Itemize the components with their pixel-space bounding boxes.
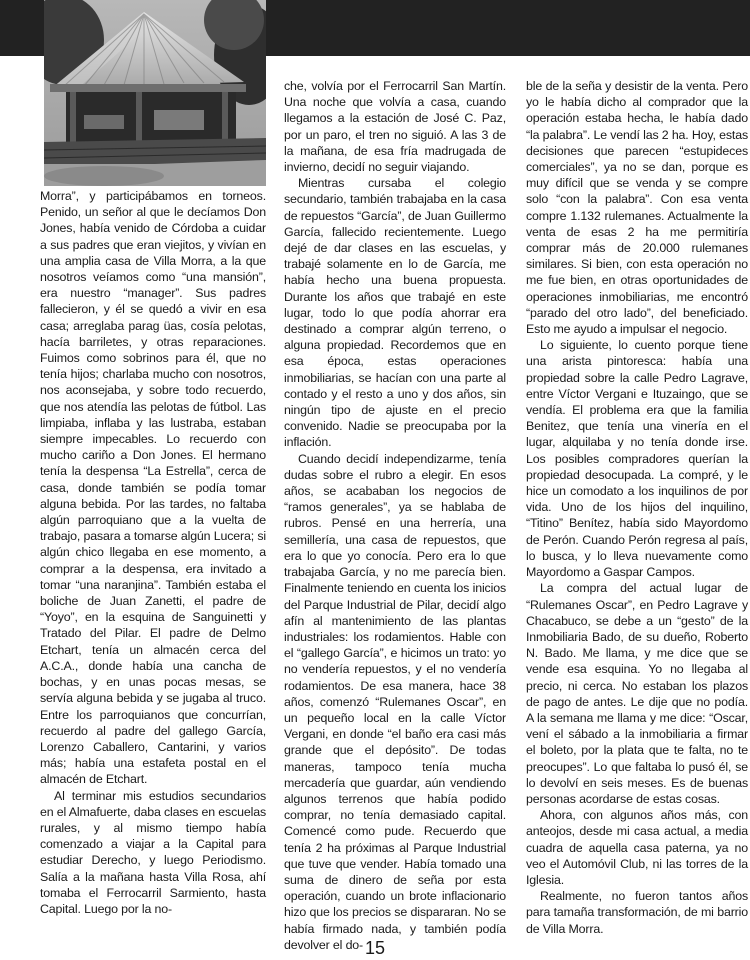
text-column-1 — [40, 188, 266, 917]
paragraph: che, volvía por el Ferrocarril San Martín. Una noche que volvía a casa, cuando llegamos a la estación de José C. Paz, por un paro, el tren no siguió. A las 3 de la mañana, de esa fría madrugada de invierno, decidí no seguir viajando. — [284, 79, 506, 175]
paragraph: Ahora, con algunos años más, con anteojos, desde mi casa actual, a media cuadra de aquella casa paterna, ya no veo el Automóvil Club, ni las torres de la Iglesia. — [526, 808, 748, 887]
paragraph: Realmente, no fueron tantos años para tamaña transformación, de mi barrio de Villa Morra. — [526, 889, 748, 936]
paragraph: Mientras cursaba el colegio secundario, también trabajaba en la casa de repuestos “García”, de Juan Guillermo García, fallecido recientemente. Luego dejé de dar clases en las escuelas, y trabajé solamente en lo de García, me había hecho una buena propuesta. Durante los años que trabajé en este lugar, todo lo que podía ahorrar era destinado a comprar algún terreno, o alguna propiedad. Recordemos que en esa época, estas operaciones inmobiliarias, se hacían con una parte al contado y el resto a uno y dos años, sin ningún tipo de ajuste en el precio convenido. Nadie se preocupaba por la inflación. — [284, 176, 506, 450]
paragraph: Lo siguiente, lo cuento porque tiene una arista pintoresca: había una propiedad sobre la calle Pedro Lagrave, entre Víctor Vergani e Ituzaingo, que se vendía. El problema era que la familia Benitez, que tenía una vinería en el lugar, alquilaba y no tenía donde irse. Los posibles compradores querían la propiedad desocupada. La compré, y le hice un comodato a los inquilinos de por vida. Uno de los hijos del inquilino, “Titino” Benítez, había sido Mayordomo de Perón. Cuando Perón regresa al país, lo busca, y lo lleva nuevamente como Mayordomo a Gaspar Campos. — [526, 338, 748, 580]
page-number: 15 — [364, 938, 386, 958]
paragraph: Cuando decidí independizarme, tenía dudas sobre el rubro a elegir. En esos años, se acababan los negocios de “ramos generales”, ya se hablaba de rubros. Pensé en una herrería, una semillería, una casa de repuestos, que era lo que yo conocía. Pero era lo que trabajaba García, y no me parecía bien. Finalmente teniendo en cuenta los inicios del Parque Industrial de Pilar, decidí algo afín al mantenimiento de las plantas industriales: los rodamientos. Hable con el “gallego García”, e hicimos un trato: yo no vendería repuestos, y el no vendería rodamientos. De esa manera, hace 38 años, comenzó “Rulemanes Oscar”, en un pequeño local en la calle Víctor Vergani, en donde “el baño era casi más grande que el depósito”. De todas maneras, tampoco tenía mucha mercadería que guardar, aún vendiendo algunos terrenos que había podido comprar, no tenía demasiado capital. Comencé como pude. Recuerdo que tenía 2 ha próximas al Parque Industrial que tuve que vender. Había tomado una suma de dinero de seña por esta operación, cuando un brote inflacionario hizo que los precios se dispararan. No se había firmado nada, y también podía devolver el do- — [284, 451, 506, 952]
text-column-2 — [284, 78, 506, 953]
paragraph: ble de la seña y desistir de la venta. Pero yo le había dicho al comprador que la operación estaba hecha, le había dado “la palabra”. Le vendí las 2 ha. Hoy, estas decisiones que parecen “estupideces comerciales”, ya no se dan, porque es muy difícil que se venda y se compre solo “con la palabra”. Con esa venta compre 1.132 rulemanes. Actualmente la venta de esas 2 ha me permitiría comprar más de 20.000 rulemanes similares. Si bien, con esta operación no me fue bien, en otras oportunidades de operaciones inmobiliarias, me encontró “parado del otro lado”, del beneficiado. Esto me ayudo a impulsar el negocio. — [526, 79, 748, 337]
paragraph: La compra del actual lugar de “Rulemanes Oscar”, en Pedro Lagrave y Chacabuco, se debe a un “gesto” de la Inmobiliaria Bado, de su dueño, Roberto N. Bado. Me llama, y me dice que se vende esa esquina. Yo no llegaba al precio, ni cerca. No estaban los plazos de pago de antes. Le dije que no podía. A la semana me llama y me dice: “Oscar, vení el sábado a la inmobiliaria a firmar el boleto, por la plata que te falta, no te preocupes”. Lo que faltaba lo pusó él, se lo devolví en seis meses. Es de buenas personas acordarse de estas cosas. — [526, 581, 748, 806]
text-column-3 — [526, 78, 748, 937]
paragraph: Morra”, y participábamos en torneos. Penido, un señor al que le decíamos Don Jones, había venido de Córdoba a cuidar a sus padres que eran viejitos, y vivían en una amplia casa de Villa Morra, a la que nosotros veíamos como “una mansión”, era nuestro “manager”. Sus padres fallecieron, y él se quedó a vivir en esa casa; arreglaba parag üas, cosía pelotas, hacía barriletes, y otras reparaciones. Fuimos como sobrinos para él, que no tenía hijos; charlaba mucho con nosotros, nos aconsejaba, y sobre todo recuerdo, que nos atendía las pelotas de fútbol. Las limpiaba, inflaba y las lustraba, estaban siempre impecables. Lo recuerdo con mucho cariño a Don Jones. El hermano tenía la despensa “La Estrella”, cerca de casa, donde también se podía tomar alguna bebida. Por las tardes, no faltaba algún parroquiano que a la vuelta de trabajo, pasara a tomarse algún Lucera; si algún chico llegaba en ese momento, a comprar a la despensa, era invitado a tomar “una naranjina”. También estaba el boliche de Juan Zanetti, el padre de “Yoyo”, en la esquina de Sanguinetti y Tratado del Pilar. El padre de Delmo Etchart, tenía un almacén cerca del A.C.A., donde había una cancha de bochas, y en unas pocas mesas, se servía alguna bebida y se jugaba al truco. Entre los parroquianos que concurrían, recuerdo al padre del gallego García, Lorenzo Caballero, Cantarini, y varios más; había una estafeta postal en el almacén de Etchart. — [40, 189, 266, 787]
thatched-hut-photo — [44, 0, 266, 186]
paragraph: Al terminar mis estudios secundarios en el Almafuerte, daba clases en escuelas rurales, y al mismo tiempo había comenzado a viajar a la Capital para estudiar Derecho, y luego Periodismo. Salía a la mañana hasta Villa Rosa, ahí tomaba el Ferrocarril Sarmiento, hasta Capital. Luego por la no- — [40, 788, 266, 916]
